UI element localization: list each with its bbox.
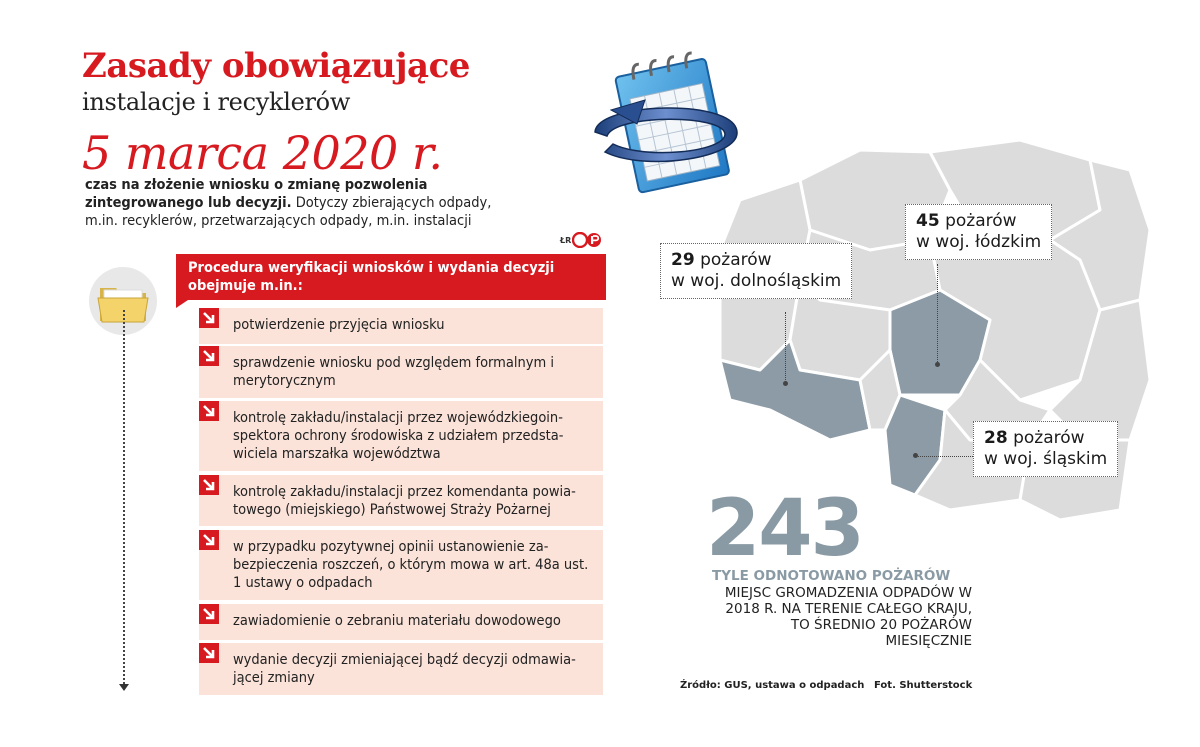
procedure-step-text: potwierdzenie przyjęcia wniosku	[233, 317, 445, 333]
procedure-step	[199, 643, 603, 695]
callout-unit: pożarów	[1007, 428, 1085, 448]
author-initials: ŁR	[560, 236, 572, 245]
marker-slaskie	[913, 453, 918, 458]
deadline-date: 5 marca 2020 r.	[82, 126, 443, 180]
timeline-line	[123, 310, 125, 688]
intro-rest: Dotyczy zbierających odpady, m.in. recyklerów, przetwarzających odpady, m.in. instalacji	[85, 195, 492, 229]
rp-logo-icon	[572, 232, 604, 248]
procedure-header-text: Procedura weryfikacji wniosków i wydania decyzji obejmuje m.in.:	[188, 260, 555, 294]
page-subtitle: instalacje i recyklerów	[82, 88, 351, 116]
arrow-down-right-icon	[199, 604, 219, 624]
procedure-step	[199, 346, 603, 398]
procedure-step	[199, 475, 603, 526]
arrow-down-right-icon	[199, 308, 219, 328]
callout-lodzkie	[905, 204, 1052, 260]
intro-bold: czas na złożenie wniosku o zmianę pozwolenia zintegrowanego lub decyzji.	[85, 177, 428, 211]
procedure-step	[199, 401, 603, 471]
callout-count: 45	[916, 211, 940, 231]
callout-region: w woj. dolnośląskim	[671, 271, 842, 291]
callout-region: w woj. śląskim	[984, 449, 1108, 469]
leader-slaskie	[918, 456, 973, 457]
procedure-step-text: w przypadku pozytywnej opinii ustanowienie za-bezpieczenia roszczeń, o którym mowa w art. 48a ust. 1 ustawy o odpadach	[233, 539, 589, 591]
procedure-step	[199, 604, 603, 640]
callout-unit: pożarów	[694, 250, 772, 270]
arrow-down-right-icon	[199, 401, 219, 421]
procedure-header-notch	[176, 300, 188, 308]
procedure-step-text: kontrolę zakładu/instalacji przez wojewódzkiegoin-spektora ochrony środowiska z udziałem przedsta-wiciela marszałka województwa	[233, 410, 564, 462]
procedure-step-text: sprawdzenie wniosku pod względem formalnym i merytorycznym	[233, 355, 554, 389]
callout-unit: pożarów	[939, 211, 1017, 231]
fires-headline: TYLE ODNOTOWANO POŻARÓW	[712, 568, 951, 584]
callout-slaskie	[973, 421, 1118, 477]
procedure-step-text: kontrolę zakładu/instalacji przez komendanta powia-towego (miejskiego) Państwowej Straży Pożarnej	[233, 484, 576, 518]
procedure-step-text: wydanie decyzji zmieniającej bądź decyzji odmawia-jącej zmiany	[233, 652, 576, 686]
callout-count: 29	[671, 250, 695, 270]
fires-description: MIEJSC GROMADZENIA ODPADÓW W 2018 R. NA TERENIE CAŁEGO KRAJU, TO ŚREDNIO 20 POŻARÓW MIESIĘCZNIE	[724, 585, 972, 649]
source-credit: Źródło: GUS, ustawa o odpadach	[680, 680, 865, 691]
page-title: Zasady obowiązujące	[82, 46, 470, 86]
procedure-step	[199, 308, 603, 344]
intro-text	[85, 176, 525, 230]
arrow-down-right-icon	[199, 346, 219, 366]
leader-lodzkie	[937, 264, 938, 364]
marker-lodzkie	[935, 362, 940, 367]
callout-dolnoslaskie	[660, 243, 852, 299]
timeline-arrow	[119, 684, 129, 691]
leader-dolnoslaskie	[785, 312, 786, 382]
callout-count: 28	[984, 428, 1008, 448]
arrow-down-right-icon	[199, 475, 219, 495]
procedure-header	[176, 254, 606, 300]
fires-total-number: 243	[706, 484, 863, 574]
procedure-step-text: zawiadomienie o zebraniu materiału dowodowego	[233, 613, 561, 629]
arrow-down-right-icon	[199, 643, 219, 663]
marker-dolnoslaskie	[783, 381, 788, 386]
callout-region: w woj. łódzkim	[916, 232, 1042, 252]
arrow-down-right-icon	[199, 530, 219, 550]
procedure-step	[199, 530, 603, 600]
photo-credit: Fot. Shutterstock	[874, 680, 973, 691]
